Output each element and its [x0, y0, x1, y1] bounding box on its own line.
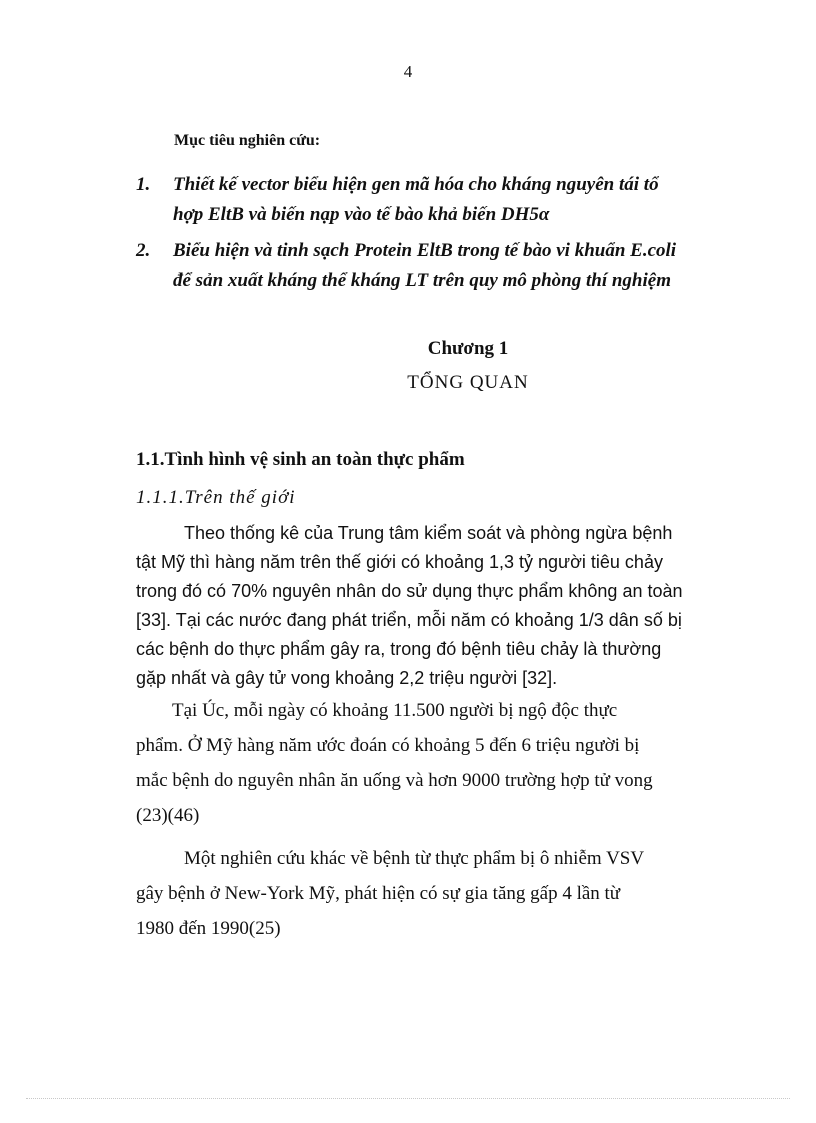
- chapter-label: Chương 1: [427, 338, 509, 359]
- paragraph-line: (23)(46): [136, 805, 200, 826]
- goal-line: Thiết kế vector biểu hiện gen mã hóa cho kháng nguyên tái tổ: [173, 174, 659, 195]
- goal-item: [136, 236, 776, 296]
- paragraph-line: 1980 đến 1990(25): [136, 918, 281, 939]
- section-heading: 1.1.Tình hình vệ sinh an toàn thực phẩm: [136, 449, 465, 470]
- paragraph-line: Tại Úc, mỗi ngày có khoảng 11.500 người bị ngộ độc thực: [172, 700, 618, 721]
- goal-item: [136, 170, 776, 230]
- paragraph-line: tật Mỹ thì hàng năm trên thế giới có khoảng 1,3 tỷ người tiêu chảy: [136, 552, 663, 572]
- goal-line: Biểu hiện và tinh sạch Protein EltB trong tế bào vi khuẩn E.coli: [173, 240, 677, 261]
- paragraph: [136, 693, 776, 833]
- paragraph-line: Theo thống kê của Trung tâm kiểm soát và phòng ngừa bệnh: [184, 523, 673, 543]
- subsection-heading: 1.1.1.Trên thế giới: [136, 487, 296, 508]
- research-goals-heading: Mục tiêu nghiên cứu:: [174, 132, 321, 149]
- paragraph: [136, 841, 776, 946]
- paragraph-line: [33]. Tại các nước đang phát triển, mỗi năm có khoảng 1/3 dân số bị: [136, 610, 682, 630]
- footer-divider: [26, 1098, 790, 1099]
- research-goals-list: [136, 170, 776, 302]
- paragraph-line: gây bệnh ở New-York Mỹ, phát hiện có sự gia tăng gấp 4 lần từ: [136, 883, 621, 904]
- goal-line: hợp EltB và biến nạp vào tế bào khả biến DH5α: [173, 204, 550, 225]
- paragraph-line: trong đó có 70% nguyên nhân do sử dụng thực phẩm không an toàn: [136, 581, 683, 601]
- goal-line: để sản xuất kháng thể kháng LT trên quy mô phòng thí nghiệm: [173, 270, 671, 291]
- goal-number: 1.: [136, 174, 151, 195]
- paragraph-line: Một nghiên cứu khác về bệnh từ thực phẩm bị ô nhiễm VSV: [184, 848, 645, 869]
- paragraph-line: mắc bệnh do nguyên nhân ăn uống và hơn 9000 trường hợp tử vong: [136, 770, 653, 791]
- paragraph-line: các bệnh do thực phẩm gây ra, trong đó bệnh tiêu chảy là thường: [136, 639, 662, 659]
- paragraph: [136, 519, 776, 693]
- paragraph-line: phẩm. Ở Mỹ hàng năm ước đoán có khoảng 5 đến 6 triệu người bị: [136, 735, 640, 756]
- chapter-title: TỔNG QUAN: [407, 372, 529, 393]
- paragraph-line: gặp nhất và gây tử vong khoảng 2,2 triệu người [32].: [136, 668, 558, 688]
- page-number: 4: [403, 62, 413, 81]
- goal-number: 2.: [136, 240, 151, 261]
